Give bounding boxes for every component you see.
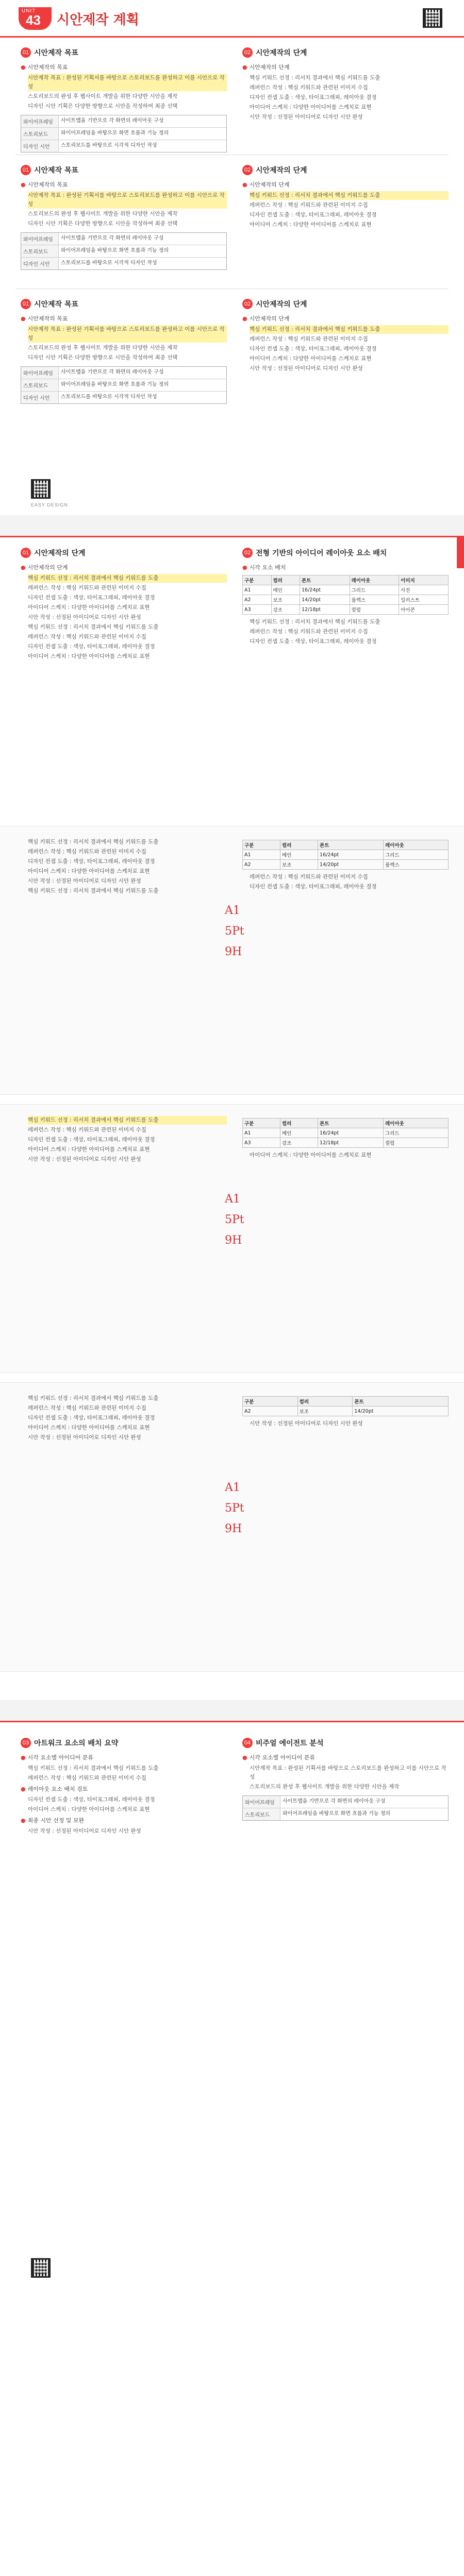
qr-code-icon-page3[interactable] [31,2258,51,2278]
page2-right-column: 02 전형 기반의 아이디어 레이아웃 요소 배치 ● 시각 요소 배치 구분 컬러 폰트 레이아웃 이미지 A1 메인 16/24pt 그리드 사진 A2 보조 14/20pt 플렉스 일러스트 A3 강조 12/18pt 컬럼 아이콘 핵심 키워드 선정 : 리서치 결과에서 핵심 키워드를 도출 레퍼런스 작성 : 핵심 키워드와 관련된 이미지 수집 디자인 컨셉 도출 : 색상, 타이포그래피, 레이아웃 결정 [242,548,449,647]
svg-text:5Pt: 5Pt [225,1213,244,1226]
footer-brand: EASY DESIGN [31,502,68,507]
left-column-repeat-1: 01 시안제작 목표 ● 시안제작의 목표 시안제작 목표 : 완성된 기획서를 바탕으로 스토리보드를 완성하고 이를 시안으로 작성 스토리보드의 완성 후 웹사이트 개발을 위한 다양한 시안을 제작 디자인 시안 기획은 다양한 방향으로 시안을 작성하여 최종 선택 와이어프레임 사이트맵을 기반으로 각 화면의 레이아웃 구성 스토리보드 와이어프레임을 바탕으로 화면 흐름과 기능 정의 디자인 시안 스토리보드를 바탕으로 시각적 디자인 작성 [21,165,227,274]
left-column-repeat-2: 01 시안제작 목표 ● 시안제작의 목표 시안제작 목표 : 완성된 기획서를 바탕으로 스토리보드를 완성하고 이를 시안으로 작성 스토리보드의 완성 후 웹사이트 개발을 위한 다양한 시안을 제작 디자인 시안 기획은 다양한 방향으로 시안을 작성하여 최종 선택 와이어프레임 사이트맵을 기반으로 각 화면의 레이아웃 구성 스토리보드 와이어프레임을 바탕으로 화면 흐름과 기능 정의 디자인 시안 스토리보드를 바탕으로 시각적 디자인 작성 [21,299,227,408]
svg-text:9H: 9H [225,1234,242,1247]
goal-table: 와이어프레임 사이트맵을 기반으로 각 화면의 레이아웃 구성 스토리보드 와이어프레임을 바탕으로 화면 흐름과 기능 정의 디자인 시안 스토리보드를 바탕으로 시각적 디자인 작성 [21,115,227,152]
annotated-strip-2: 핵심 키워드 선정 : 리서치 결과에서 핵심 키워드를 도출 레퍼런스 작성 : 핵심 키워드와 관련된 이미지 수집 디자인 컨셉 도출 : 색상, 타이포그래피, 레이아웃 결정 아이디어 스케치 : 다양한 아이디어를 스케치로 표현 시안 작성 : 선정된 아이디어로 디자인 시안 완성 구분 컬러 폰트 레이아웃 A1 메인 16/24pt 그리드 A3 강조 12/18pt 컬럼 아이디어 스케치 : 다양한 아이디어를 스케치로 표현 A1 5Pt 9H [0,1104,464,1373]
right-column-repeat-1: 02 시안제작의 단계 ● 시안제작의 단계 핵심 키워드 선정 : 리서치 결과에서 핵심 키워드를 도출 레퍼런스 작성 : 핵심 키워드와 관련된 이미지 수집 디자인 컨셉 도출 : 색상, 타이포그래피, 레이아웃 결정 아이디어 스케치 : 다양한 아이디어를 스케치로 표현 [242,165,449,230]
svg-text:A1: A1 [225,1193,240,1206]
svg-text:A1: A1 [225,904,240,917]
layout-table: 구분 컬러 폰트 레이아웃 이미지 A1 메인 16/24pt 그리드 사진 A2 보조 14/20pt 플렉스 일러스트 A3 강조 12/18pt 컬럼 아이콘 [242,575,449,615]
annotated-strip-1: 핵심 키워드 선정 : 리서치 결과에서 핵심 키워드를 도출 레퍼런스 작성 : 핵심 키워드와 관련된 이미지 수집 디자인 컨셉 도출 : 색상, 타이포그래피, 레이아웃 결정 아이디어 스케치 : 다양한 아이디어를 스케치로 표현 시안 작성 : 선정된 아이디어로 디자인 시안 완성 핵심 키워드 선정 : 리서치 결과에서 핵심 키워드를 도출 구분 컬러 폰트 레이아웃 A1 메인 16/24pt 그리드 A2 보조 14/20pt 플렉스 레퍼런스 작성 : 핵심 키워드와 관련된 이미지 수집 디자인 컨셉 도출 : 색상, 타이포그래피, 레이아웃 결정 A1 5Pt 9H [0,826,464,1095]
svg-text:9H: 9H [225,1522,242,1535]
page-3: 03 아트워크 요소의 배치 요약 ● 시각 요소별 아이디어 분류 핵심 키워드 선정 : 리서치 결과에서 핵심 키워드를 도출 레퍼런스 작성 : 핵심 키워드와 관련된 이미지 수집 ● 레이아웃 요소 배치 검토 디자인 컨셉 도출 : 색상, 타이포그래피, 레이아웃 결정 아이디어 스케치 : 다양한 아이디어를 스케치로 표현 ● 최종 시안 선정 및 보완 시안 작성 : 선정된 아이디어로 디자인 시안 완성 04 비주얼 에이전트 분석 ● 시각 요소별 아이디어 분류 시안제작 목표 : 완성된 기획서를 바탕으로 스토리보드를 완성하고 이를 시안으로 작성 스토리보드의 완성 후 웹사이트 개발을 위한 다양한 시안을 제작 와이어프레임 사이트맵을 기반으로 각 화면의 레이아웃 구성 스토리보드 와이어프레임을 바탕으로 화면 흐름과 기능 정의 [0,1721,464,2576]
svg-text:5Pt: 5Pt [225,925,244,938]
right-column-repeat-2: 02 시안제작의 단계 ● 시안제작의 단계 핵심 키워드 선정 : 리서치 결과에서 핵심 키워드를 도출 레퍼런스 작성 : 핵심 키워드와 관련된 이미지 수집 디자인 컨셉 도출 : 색상, 타이포그래피, 레이아웃 결정 아이디어 스케치 : 다양한 아이디어를 스케치로 표현 시안 작성 : 선정된 아이디어로 디자인 시안 완성 [242,299,449,374]
qr-code-icon[interactable] [423,8,442,28]
annotated-strip-3: 핵심 키워드 선정 : 리서치 결과에서 핵심 키워드를 도출 레퍼런스 작성 : 핵심 키워드와 관련된 이미지 수집 디자인 컨셉 도출 : 색상, 타이포그래피, 레이아웃 결정 아이디어 스케치 : 다양한 아이디어를 스케치로 표현 시안 작성 : 선정된 아이디어로 디자인 시안 완성 구분 컬러 폰트 A2 보조 14/20pt 시안 작성 : 선정된 아이디어로 디자인 시안 완성 A1 5Pt 9H [0,1382,464,1672]
qr-code-icon-bottom[interactable] [31,479,51,499]
page-title: 시안제작 계획 [57,12,139,28]
svg-text:A1: A1 [225,1481,240,1494]
right-column: 02 시안제작의 단계 ● 시안제작의 단계 핵심 키워드 선정 : 리서치 결과에서 핵심 키워드를 도출 레퍼런스 작성 : 핵심 키워드와 관련된 이미지 수집 디자인 컨셉 도출 : 색상, 타이포그래피, 레이아웃 결정 아이디어 스케치 : 다양한 아이디어를 스케치로 표현 시안 작성 : 선정된 아이디어로 디자인 시안 완성 [242,47,449,123]
unit-header [0,0,464,38]
left-column: 01 시안제작 목표 ● 시안제작의 목표 시안제작 목표 : 완성된 기획서를 바탕으로 스토리보드를 완성하고 이를 시안으로 작성 스토리보드의 완성 후 웹사이트 개발을 위한 다양한 시안을 제작 디자인 시안 기획은 다양한 방향으로 시안을 작성하여 최종 선택 와이어프레임 사이트맵을 기반으로 각 화면의 레이아웃 구성 스토리보드 와이어프레임을 바탕으로 화면 흐름과 기능 정의 디자인 시안 스토리보드를 바탕으로 시각적 디자인 작성 [21,47,227,157]
handwriting-annotation [222,899,263,971]
page2-left-column: 01 시안제작의 단계 ● 시안제작의 단계 핵심 키워드 선정 : 리서치 결과에서 핵심 키워드를 도출 레퍼런스 작성 : 핵심 키워드와 관련된 이미지 수집 디자인 컨셉 도출 : 색상, 타이포그래피, 레이아웃 결정 아이디어 스케치 : 다양한 아이디어를 스케치로 표현 시안 작성 : 선정된 아이디어로 디자인 시안 완성 핵심 키워드 선정 : 리서치 결과에서 핵심 키워드를 도출 레퍼런스 작성 : 핵심 키워드와 관련된 이미지 수집 디자인 컨셉 도출 : 색상, 타이포그래피, 레이아웃 결정 아이디어 스케치 : 다양한 아이디어를 스케치로 표현 [21,548,227,662]
unit-badge: UNIT 43 [19,7,52,30]
svg-text:5Pt: 5Pt [225,1502,244,1515]
page-2 [0,536,464,1700]
svg-text:9H: 9H [225,945,242,958]
page-1 [0,0,464,515]
